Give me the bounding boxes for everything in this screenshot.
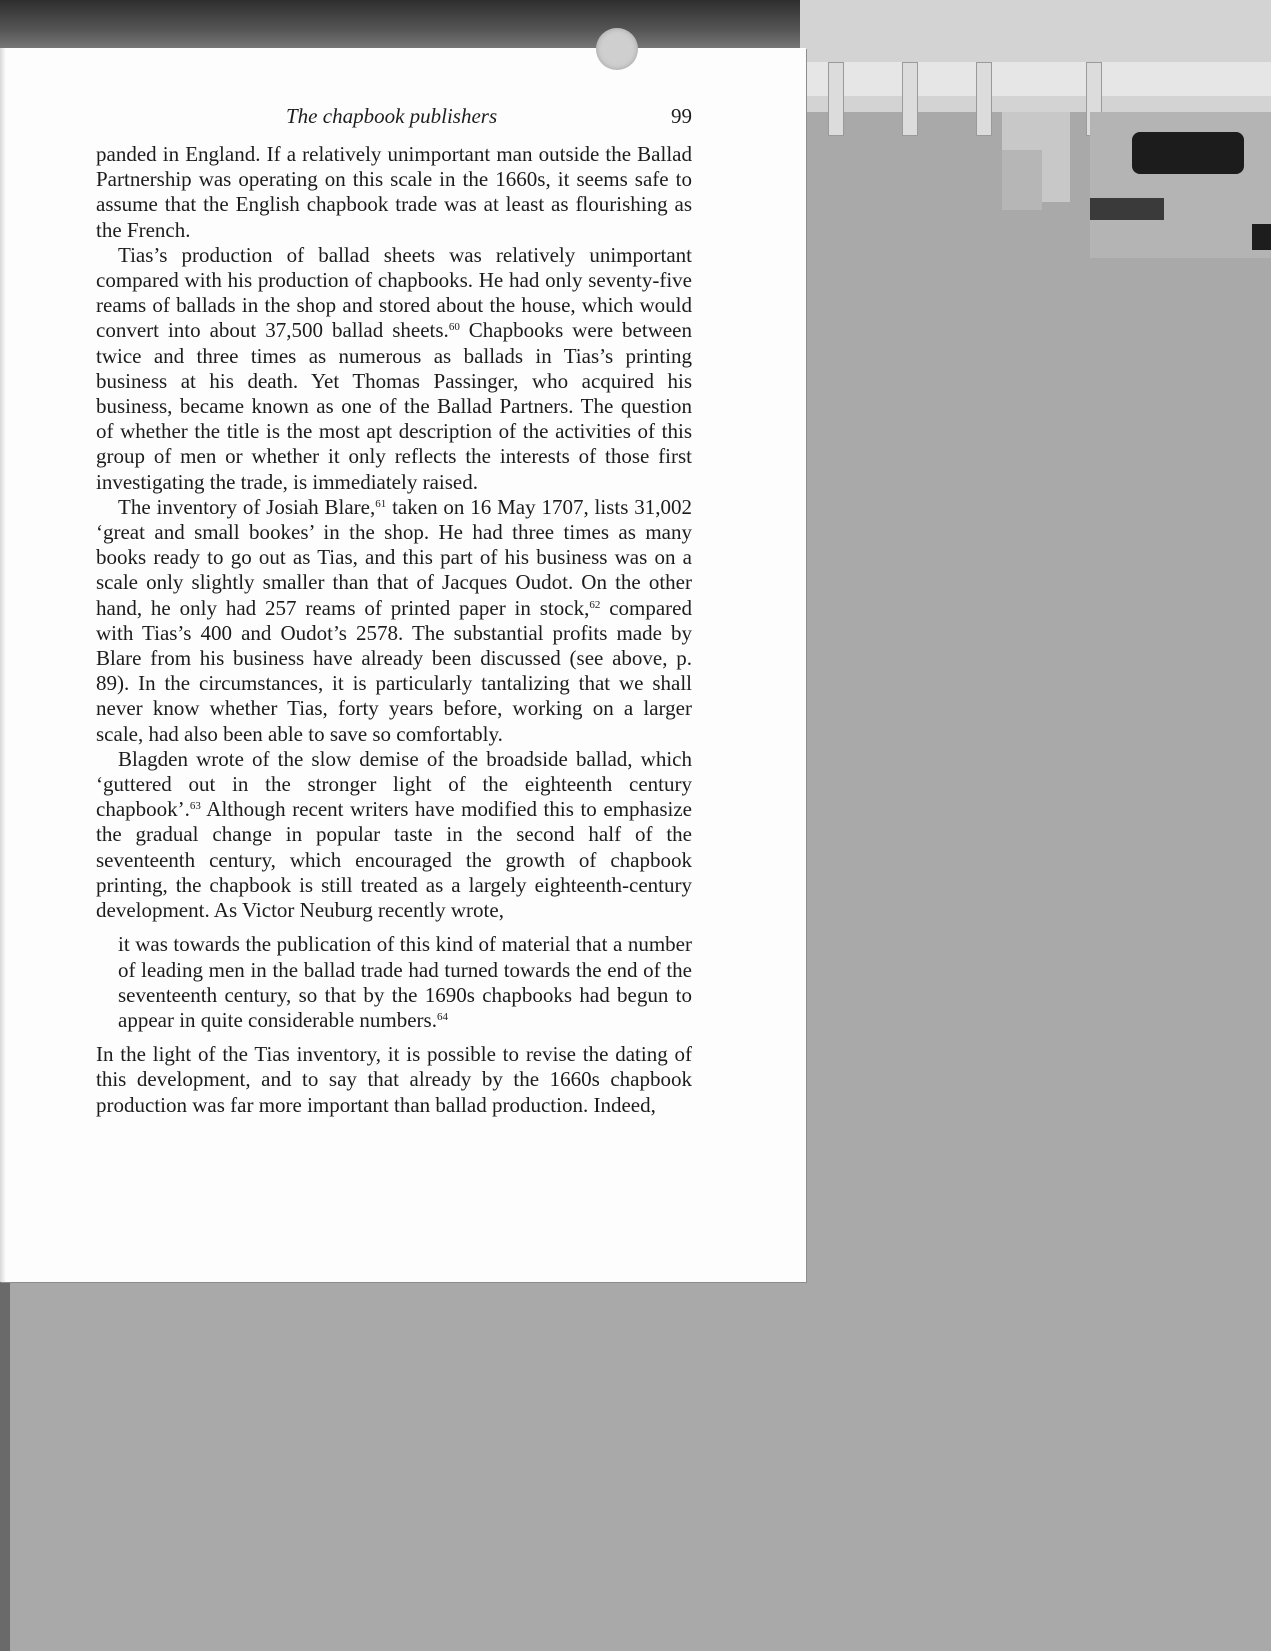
running-head-title: The chapbook publishers (286, 104, 498, 128)
paragraph (96, 1042, 692, 1118)
text-run: compared with Tias’s 400 and Oudot’s 2578. The substantial profits made by Blare from his business have already been discussed (see above, p. 89). In the circumstances, it is particularly tantalizing that we shall never know whether Tias, forty years before, working on a larger scale, had also been able to save so comfortably. (96, 595, 692, 746)
punch-hole (596, 28, 638, 70)
scanner-lid-shadow (0, 0, 800, 50)
scanner-left-edge (0, 1282, 10, 1651)
scanner-rail (800, 62, 1271, 96)
scanner-clip (976, 62, 992, 136)
scanner-clip (902, 62, 918, 136)
text-run: Tias’s production of ballad sheets was relatively unimportant compared with his production of chapbooks. He had only seventy-five reams of ballads in the shop and stored about the house, which would convert into about 37,500 ballad sheets. (96, 242, 692, 343)
paragraph (96, 142, 692, 243)
page-shadow-edge (0, 48, 6, 1282)
text-run: taken on 16 May 1707, lists 31,002 ‘great and small bookes’ in the shop. He had three times as many books ready to go out as Tias, and this part of his business was on a scale only slightly smaller than that of Jacques Oudot. On the other hand, he only had 257 reams of printed paper in stock, (96, 494, 692, 620)
page-number: 99 (671, 104, 692, 128)
footnote-marker[interactable]: 64 (436, 1010, 448, 1023)
scanner-latch-recess (1002, 150, 1042, 210)
footnote-marker[interactable]: 61 (375, 497, 387, 510)
scanner-tab (1252, 224, 1271, 250)
paragraph (96, 243, 692, 495)
scanner-roller (1132, 132, 1244, 174)
text-run: The inventory of Josiah Blare, (118, 494, 376, 519)
body-text (96, 142, 692, 1118)
scanner-slot (1090, 198, 1164, 220)
block-quotation (118, 932, 692, 1033)
text-run: Chapbooks were between twice and three times as numerous as ballads in Tias’s printing business at his death. Yet Thomas Passinger, who acquired his business, became known as one of the Ballad Partners. The question of whether the title is the most apt description of the activities of this group of men or whether it only reflects the interests of those first investigating the trade, is immediately raised. (96, 318, 692, 494)
paragraph (96, 495, 692, 747)
text-run: Blagden wrote of the slow demise of the broadside ballad, which ‘guttered out in the stronger light of the eighteenth century chapbook’. (96, 746, 692, 822)
footnote-marker[interactable]: 62 (589, 598, 601, 611)
footnote-marker[interactable]: 60 (448, 321, 460, 334)
paragraph (96, 747, 692, 923)
text-run: In the light of the Tias inventory, it is possible to revise the dating of this development, and to say that already by the 1660s chapbook production was far more important than ballad production. Indeed, (96, 1042, 692, 1117)
scanner-clip (828, 62, 844, 136)
running-head (96, 104, 692, 130)
footnote-marker[interactable]: 63 (189, 800, 201, 813)
text-run: panded in England. If a relatively unimportant man outside the Ballad Partnership was operating on this scale in the 1660s, it seems safe to assume that the English chapbook trade was at least as flourishing as the French. (96, 142, 692, 242)
text-run: it was towards the publication of this kind of material that a number of leading men in the ballad trade had turned towards the end of the seventeenth century, so that by the 1690s chapbooks had begun to appear in quite considerable numbers. (118, 932, 692, 1032)
text-run: Although recent writers have modified this to emphasize the gradual change in popular taste in the second half of the seventeenth century, which encouraged the growth of chapbook printing, the chapbook is still treated as a largely eighteenth-century development. As Victor Neuburg recently wrote, (96, 797, 692, 923)
scanner-hinge-bar (800, 0, 1271, 112)
